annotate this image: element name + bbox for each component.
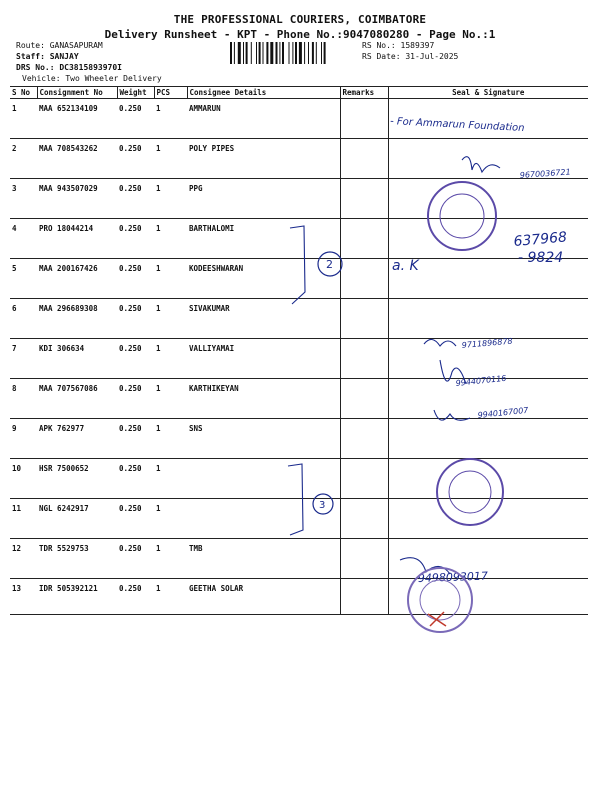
drs-value: DC3815893970I xyxy=(59,63,122,72)
handwriting-row5-num: - 9824 xyxy=(518,250,564,266)
svg-text:3: 3 xyxy=(319,500,326,511)
col-weight: Weight xyxy=(117,87,154,99)
runsheet-table xyxy=(10,86,588,615)
table-row: 12 TDR 5529753 0.250 1 TMB xyxy=(10,539,588,579)
vehicle-value: Two Wheeler Delivery xyxy=(65,74,162,83)
table-row: 11 NGL 6242917 0.250 1 xyxy=(10,499,588,539)
meta-right xyxy=(362,40,458,62)
table-row: 5 MAA 200167426 0.250 1 KODEESHWARAN xyxy=(10,259,588,299)
handwriting-row4-num: 637968 xyxy=(512,229,568,250)
route-line: Route: GANASAPURAM xyxy=(16,41,103,50)
rs-date-line: RS Date: 31-Jul-2025 xyxy=(362,52,459,61)
handwriting-row5-note: a. K xyxy=(392,258,419,274)
table-row: 2 MAA 708543262 0.250 1 POLY PIPES xyxy=(10,139,588,179)
runsheet-subtitle: Delivery Runsheet - KPT - Phone No.:9047080280 - Page No.:1 xyxy=(104,28,496,41)
table-row: 3 MAA 943507029 0.250 1 PPG xyxy=(10,179,588,219)
meta-left xyxy=(16,40,122,73)
table-row: 10 HSR 7500652 0.250 1 xyxy=(10,459,588,499)
table-row: 7 KDI 306634 0.250 1 VALLIYAMAI xyxy=(10,339,588,379)
rs-no-line: RS No.: 1589397 xyxy=(362,41,435,50)
handwriting-row12-phone: 9498093017 xyxy=(417,569,489,585)
drs-line: DRS No.: DC3815893970I xyxy=(16,63,122,72)
table-row: 1 MAA 652134109 0.250 1 AMMARUN xyxy=(10,99,588,139)
rs-date-value: 31-Jul-2025 xyxy=(405,52,459,61)
svg-text:2: 2 xyxy=(326,258,333,271)
col-remarks: Remarks xyxy=(340,87,388,99)
table-row: 8 MAA 707567086 0.250 1 KARTHIKEYAN xyxy=(10,379,588,419)
table-row: 9 APK 762977 0.250 1 SNS xyxy=(10,419,588,459)
col-pcs: PCS xyxy=(154,87,187,99)
handwriting-row3-phone: 9670036721 xyxy=(519,167,571,180)
handwriting-row8-phone: 9944070116 xyxy=(455,373,507,388)
route-value: GANASAPURAM xyxy=(49,41,103,50)
col-signature: Seal & Signature xyxy=(388,87,588,99)
table-row: 4 PRO 18044214 0.250 1 BARTHALOMI xyxy=(10,219,588,259)
company-title: THE PROFESSIONAL COURIERS, COIMBATORE xyxy=(173,13,427,26)
col-sno: S No xyxy=(10,87,37,99)
vehicle-line: Vehicle: Two Wheeler Delivery xyxy=(22,74,162,83)
handwriting-row7-phone: 9711896878 xyxy=(461,336,513,350)
staff-line: Staff: SANJAY xyxy=(16,52,79,61)
barcode xyxy=(230,42,355,64)
handwriting-row1: - For Ammarun Foundation xyxy=(389,116,525,135)
staff-value: SANJAY xyxy=(49,52,79,61)
table-header-row xyxy=(10,87,588,99)
table-row: 13 IDR 505392121 0.250 1 GEETHA SOLAR xyxy=(10,579,588,615)
table-row: 6 MAA 296689308 0.250 1 SIVAKUMAR xyxy=(10,299,588,339)
col-consignee: Consignee Details xyxy=(187,87,340,99)
col-consignment: Consignment No xyxy=(37,87,117,99)
rs-no-value: 1589397 xyxy=(400,41,435,50)
handwriting-row9-phone: 9940167007 xyxy=(477,405,529,420)
